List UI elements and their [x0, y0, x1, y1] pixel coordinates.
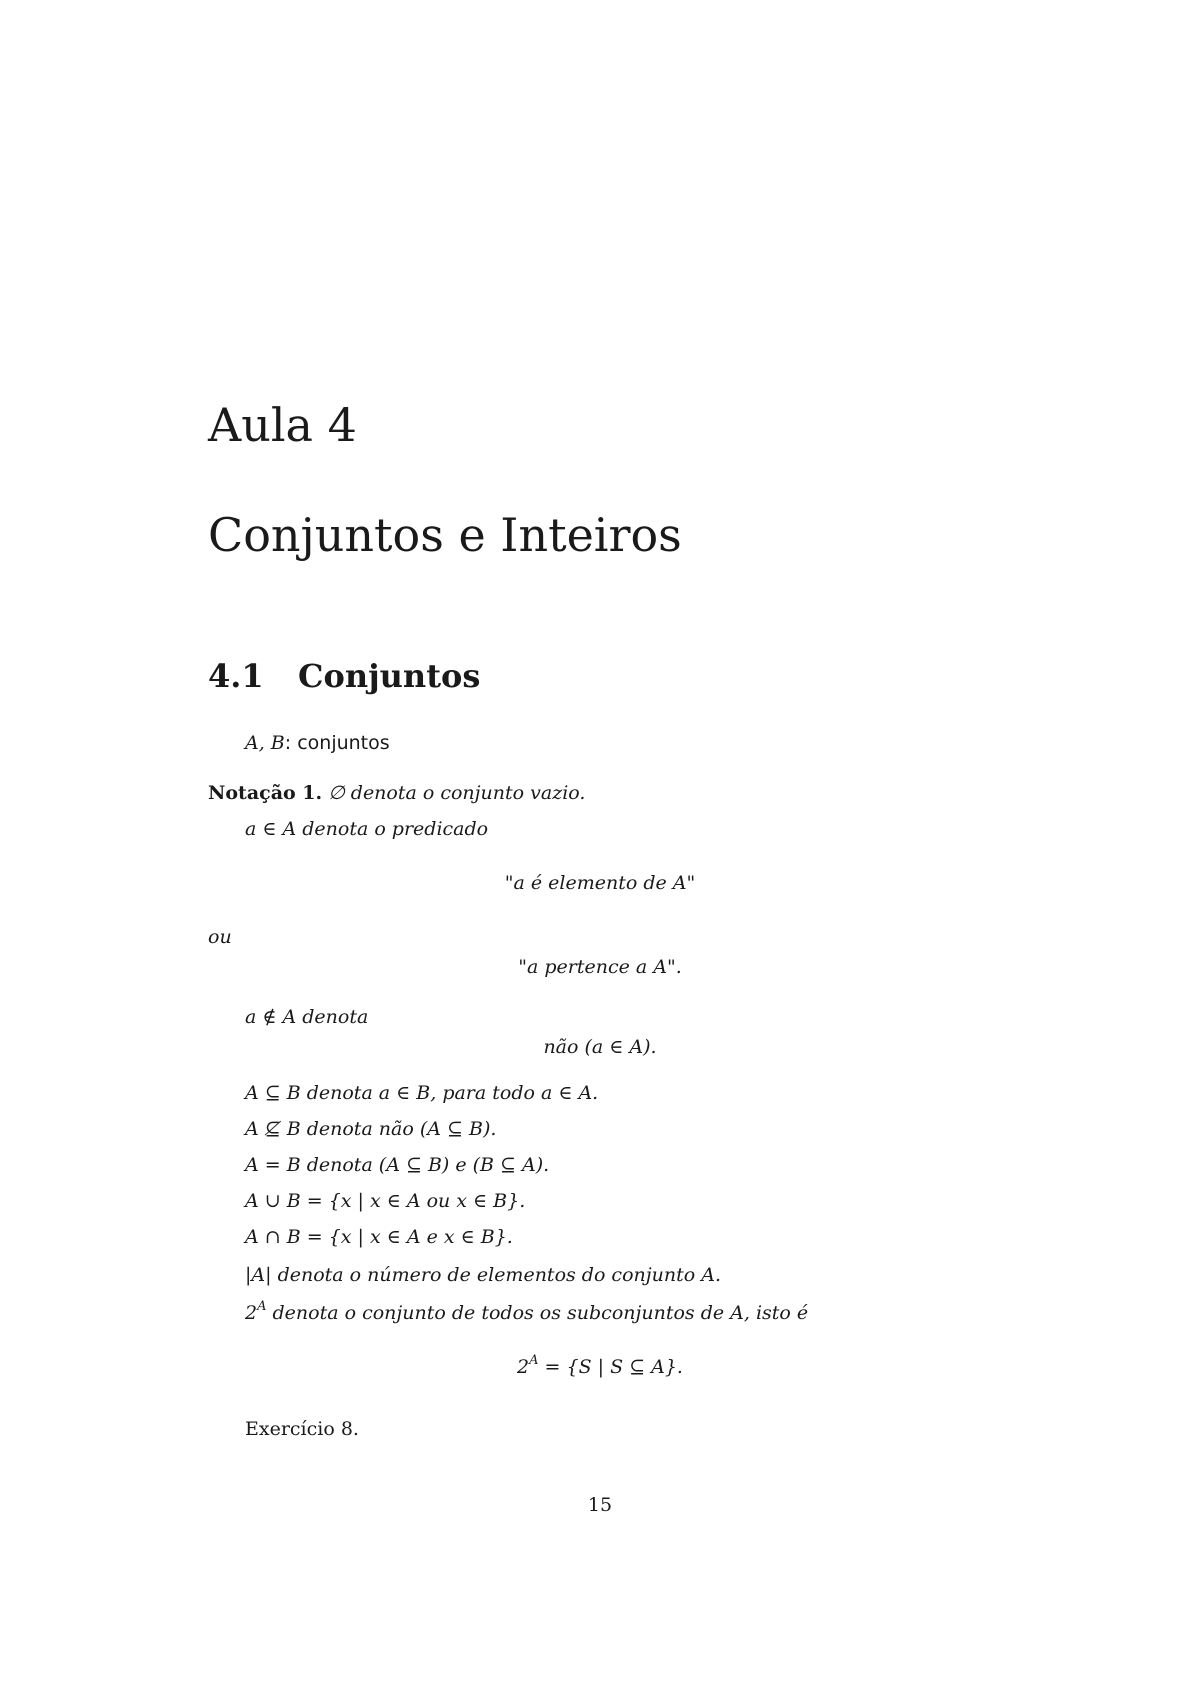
member-quote-2: "a pertence a A". — [518, 956, 682, 978]
notmember-definition: a ∉ A denota — [245, 1006, 369, 1028]
section-title: Conjuntos — [298, 657, 481, 695]
powerset-base: 2 — [245, 1302, 258, 1324]
intersection-definition: A ∩ B = {x | x ∈ A e x ∈ B}. — [245, 1226, 513, 1248]
union-definition: A ∪ B = {x | x ∈ A ou x ∈ B}. — [245, 1190, 526, 1212]
notsubset-definition: A ⊈ B denota não (A ⊆ B). — [245, 1118, 497, 1140]
exercise-label: Exercício 8. — [245, 1418, 359, 1440]
powerset-expr-text: = {S | S ⊆ A}. — [538, 1356, 683, 1378]
chapter-title: Conjuntos e Inteiros — [208, 508, 682, 562]
notation-text: ∅ denota o conjunto vazio. — [328, 782, 586, 804]
powerset-definition — [245, 1299, 809, 1324]
ou-text: ou — [208, 926, 232, 948]
equal-definition: A = B denota (A ⊆ B) e (B ⊆ A). — [245, 1154, 550, 1176]
section-number: 4.1 — [208, 657, 264, 695]
member-quote-1: "a é elemento de A" — [504, 872, 696, 894]
powerset-expr-superscript: A — [529, 1353, 539, 1368]
intro-line — [245, 734, 390, 753]
notation-label: Notação 1. — [208, 782, 323, 804]
chapter-label: Aula 4 — [208, 398, 357, 452]
intro-text: : conjuntos — [284, 732, 390, 754]
page-number: 15 — [587, 1494, 613, 1516]
member-definition: a ∈ A denota o predicado — [245, 818, 489, 840]
subset-definition: A ⊆ B denota a ∈ B, para todo a ∈ A. — [245, 1082, 599, 1104]
powerset-text: denota o conjunto de todos os subconjuntos de A, isto é — [266, 1302, 809, 1324]
intro-math: A, B — [245, 732, 285, 754]
powerset-expression — [0, 1353, 1200, 1378]
notmember-expression: não (a ∈ A). — [543, 1036, 657, 1058]
section-heading — [208, 657, 481, 695]
powerset-superscript: A — [257, 1299, 267, 1314]
notation-line — [208, 784, 585, 803]
powerset-expr-base: 2 — [517, 1356, 530, 1378]
cardinality-definition: |A| denota o número de elementos do conjunto A. — [245, 1264, 721, 1286]
